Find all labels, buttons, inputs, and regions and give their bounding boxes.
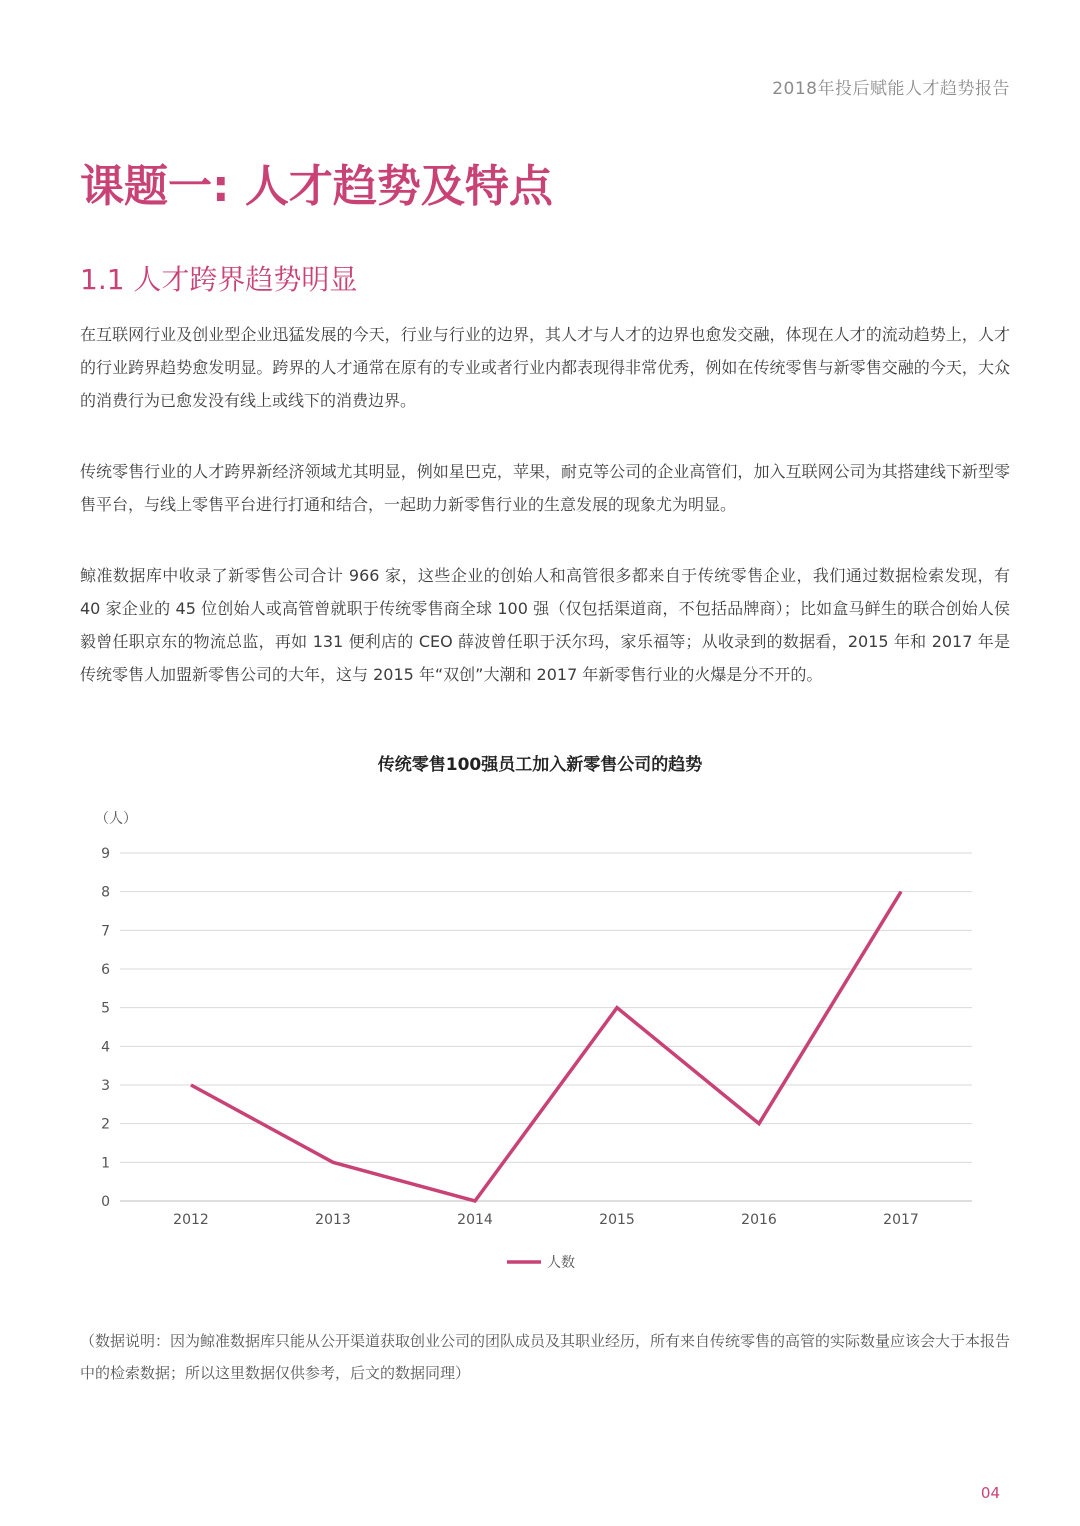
y-tick-label: 3 <box>101 1078 110 1094</box>
y-axis-unit-label: （人） <box>95 811 137 827</box>
body-text <box>80 318 1010 729</box>
x-tick-label: 2016 <box>741 1212 777 1228</box>
x-tick-label: 2012 <box>173 1212 209 1228</box>
legend-label: 人数 <box>547 1255 575 1271</box>
x-tick-label: 2017 <box>883 1212 919 1228</box>
data-point <box>759 1123 760 1124</box>
y-axis-ticks <box>101 846 110 1210</box>
paragraph: 传统零售行业的人才跨界新经济领域尤其明显，例如星巴克，苹果，耐克等公司的企业高管们，加入互联网公司为其搭建线下新型零售平台，与线上零售平台进行打通和结合，一起助力新零售行业的生意发展的现象尤为明显。 <box>80 462 1010 514</box>
data-point <box>333 1162 334 1163</box>
y-tick-label: 1 <box>101 1155 110 1172</box>
paragraph: 在互联网行业及创业型企业迅猛发展的今天，行业与行业的边界，其人才与人才的边界也愈发交融，体现在人才的流动趋势上，人才的行业跨界趋势愈发明显。跨界的人才通常在原有的专业或者行业内都表现得非常优秀，例如在传统零售与新零售交融的今天，大众的消费行为已愈发没有线上或线下的消费边界。 <box>80 325 1010 410</box>
section-title: 1.1 人才跨界趋势明显 <box>80 263 358 296</box>
gridlines <box>120 853 972 1201</box>
page-number: 04 <box>980 1484 1000 1502</box>
footnote: （数据说明：因为鲸准数据库只能从公开渠道获取创业公司的团队成员及其职业经历，所有来自传统零售的高管的实际数量应该会大于本报告中的检索数据；所以这里数据仅供参考，后文的数据同理） <box>80 1332 1011 1382</box>
y-tick-label: 2 <box>101 1116 110 1133</box>
y-tick-label: 9 <box>101 846 110 862</box>
data-point <box>191 1085 192 1086</box>
paragraph: 鲸准数据库中收录了新零售公司合计 966 家，这些企业的创始人和高管很多都来自于传统零售企业，我们通过数据检索发现，有 40 家企业的 45 位创始人或高管曾就职于传统零售商全球 100 强（仅包括渠道商，不包括品牌商）；比如盒马鲜生的联合创始人侯毅曾任职京东的物流总监，再如 131 便利店的 CEO 薛波曾任职于沃尔玛，家乐福等；从收录到的数据看，2015 年和 2017 年是传统零售人加盟新零售公司的大年，这与 2015 年“双创”大潮和 2017 年新零售行业的火爆是分不开的。 <box>80 566 1010 684</box>
page-title: 课题一: 人才趋势及特点 <box>80 161 553 212</box>
x-tick-label: 2014 <box>457 1212 493 1228</box>
data-point <box>617 1007 618 1008</box>
chart-title: 传统零售100强员工加入新零售公司的趋势 <box>377 755 703 775</box>
data-point <box>475 1201 476 1202</box>
running-header: 2018年投后赋能人才趋势报告 <box>772 79 1010 99</box>
x-tick-label: 2015 <box>599 1212 635 1228</box>
y-tick-label: 8 <box>101 884 110 901</box>
x-tick-label: 2013 <box>315 1212 351 1228</box>
x-axis-ticks <box>173 1212 919 1228</box>
data-point <box>901 891 902 892</box>
legend <box>507 1254 575 1271</box>
y-tick-label: 7 <box>101 923 110 940</box>
y-tick-label: 4 <box>101 1039 110 1056</box>
y-tick-label: 0 <box>101 1194 110 1210</box>
y-tick-label: 6 <box>101 962 110 978</box>
line-chart <box>0 795 1080 1295</box>
y-tick-label: 5 <box>101 1000 110 1017</box>
